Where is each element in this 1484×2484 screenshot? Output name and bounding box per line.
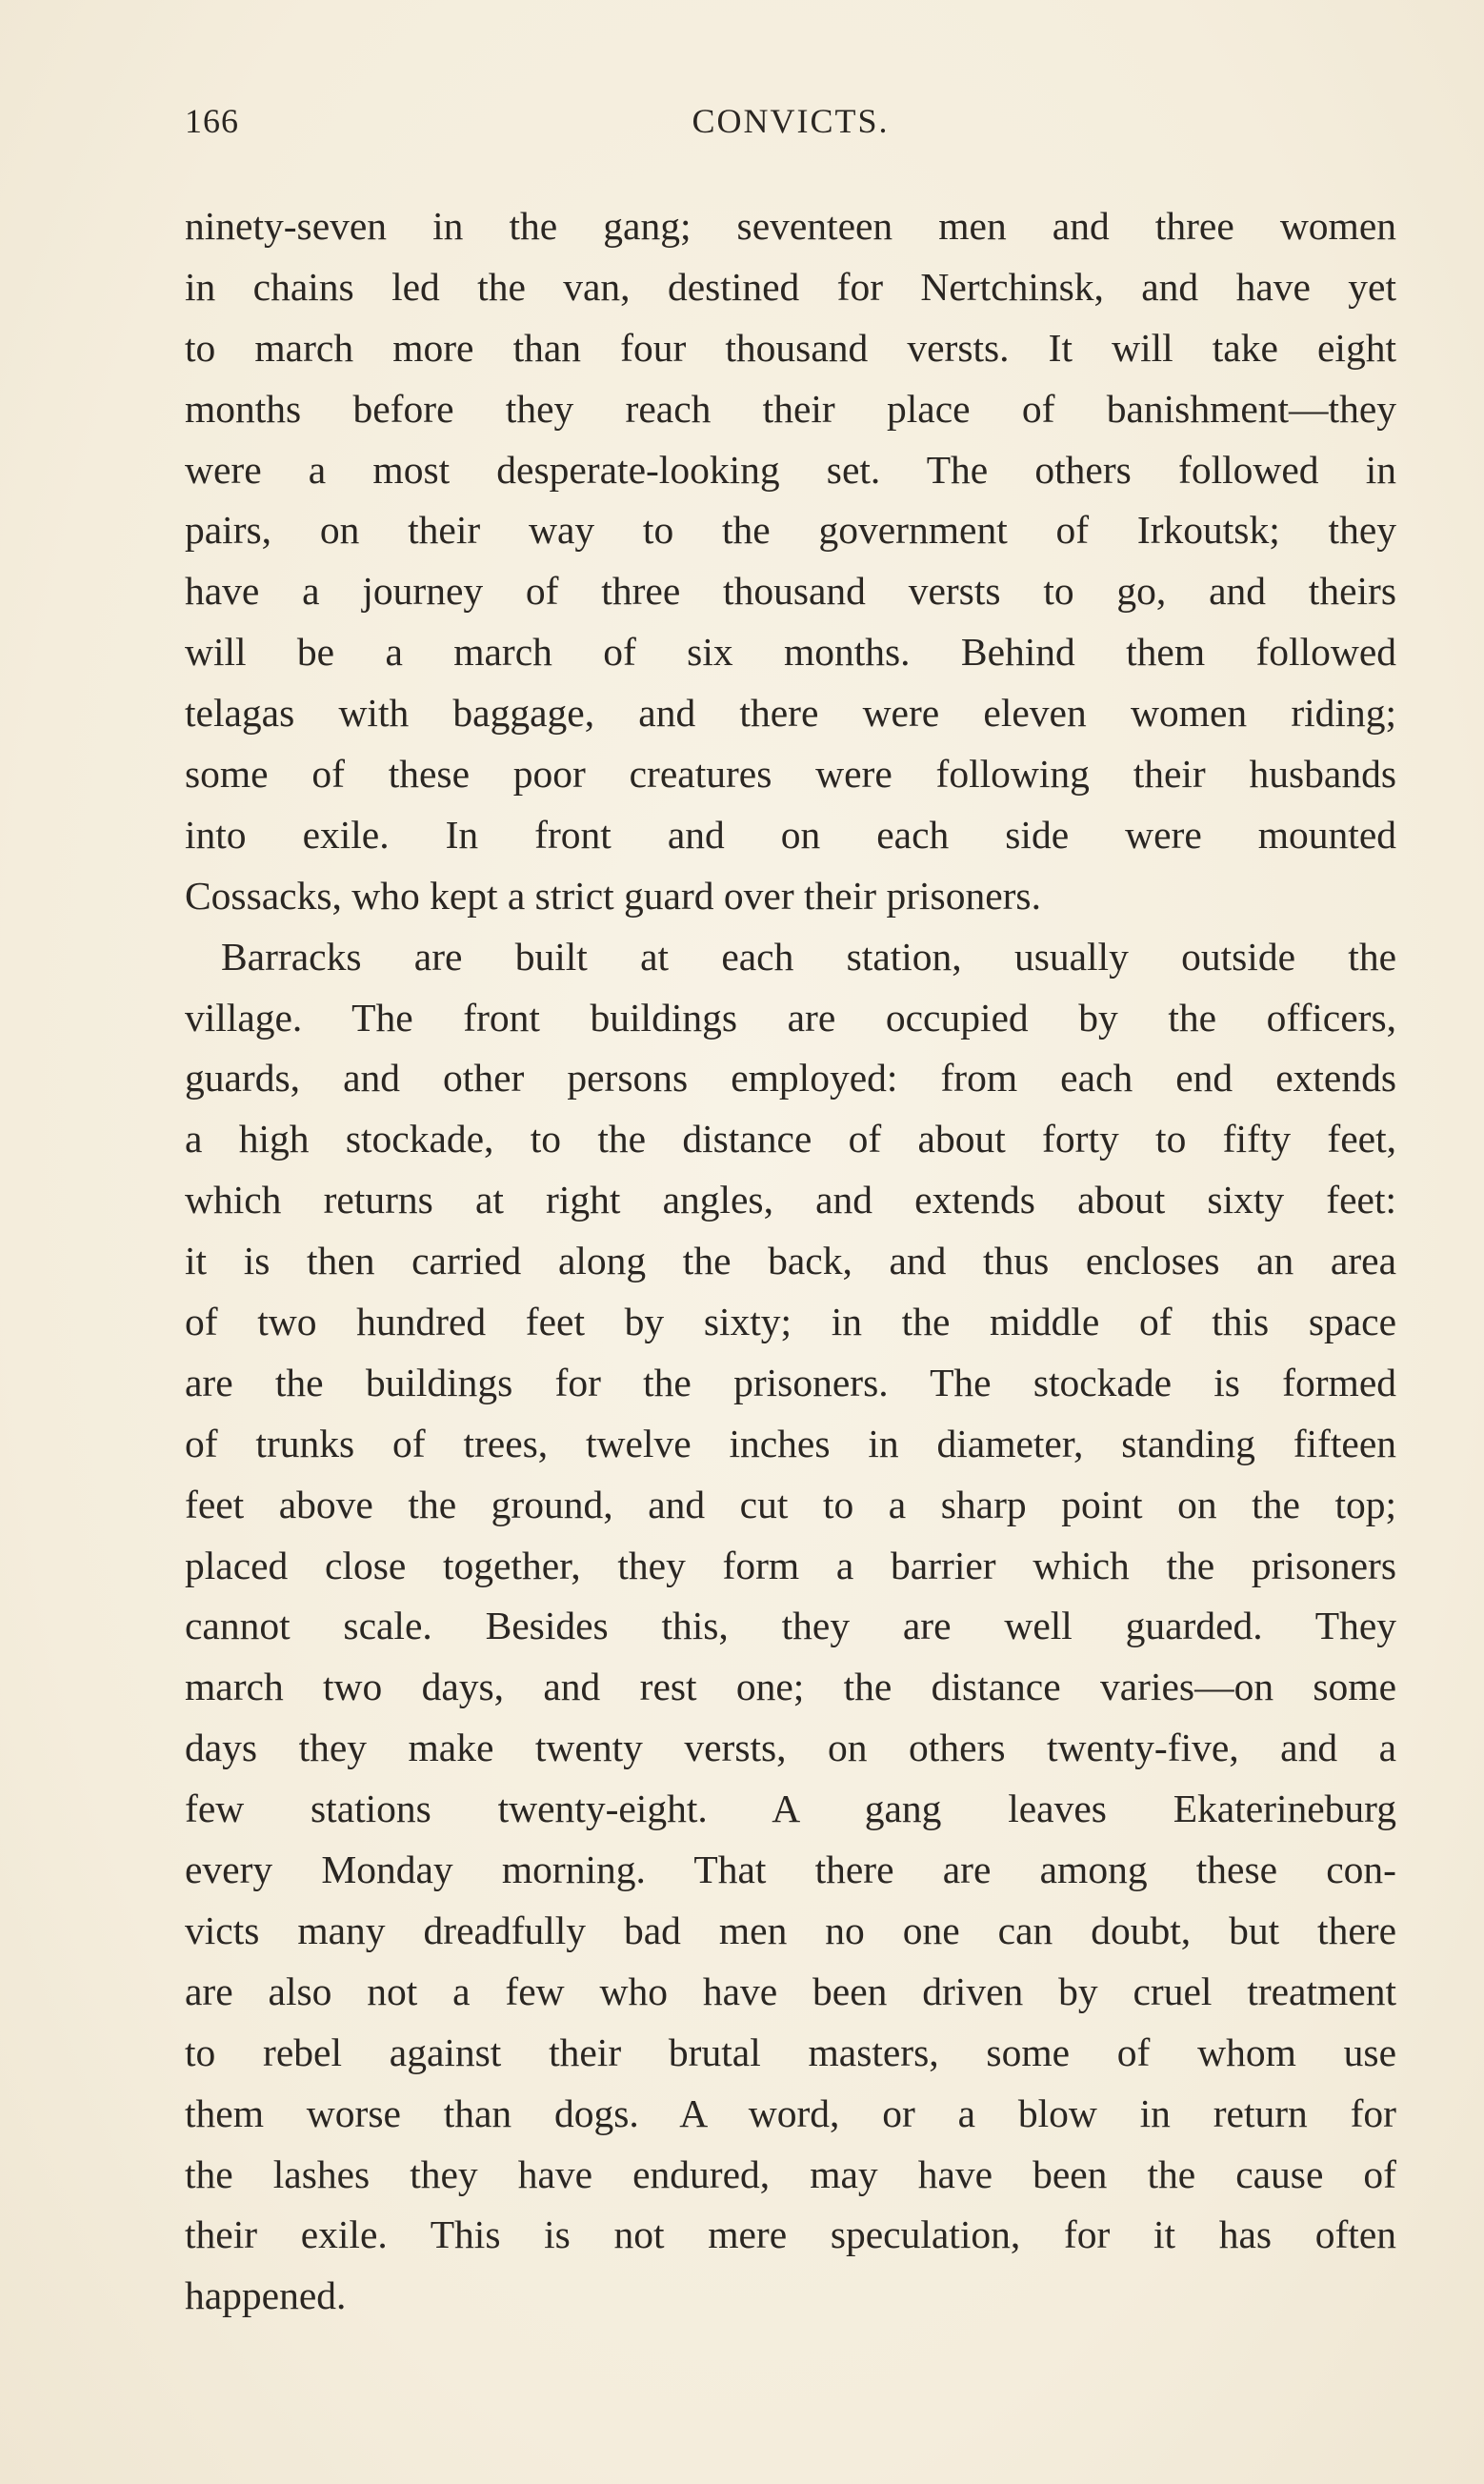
- text-line: it is then carried along the back, and thus encloses an area: [185, 1239, 1396, 1283]
- running-head: [185, 97, 1396, 145]
- text-line: telagas with baggage, and there were eleven women riding;: [185, 691, 1396, 736]
- text-line: which returns at right angles, and extends about sixty feet:: [185, 1178, 1396, 1222]
- text-line: in chains led the van, destined for Nertchinsk, and have yet: [185, 264, 1396, 309]
- text-line: them worse than dogs. A word, or a blow in return for: [185, 2090, 1396, 2135]
- text-line: cannot scale. Besides this, they are well guarded. They: [185, 1604, 1396, 1648]
- text-line: were a most desperate-looking set. The others followed in: [185, 447, 1396, 492]
- text-line: the lashes they have endured, may have been the cause of: [185, 2151, 1396, 2196]
- body-text: [185, 196, 1396, 2327]
- text-line: their exile. This is not mere speculation, for it has often: [185, 2212, 1396, 2257]
- page-number: 166: [185, 102, 239, 140]
- text-line: have a journey of three thousand versts to go, and theirs: [185, 569, 1396, 614]
- text-line: victs many dreadfully bad men no one can doubt, but there: [185, 1908, 1396, 1952]
- text-line: to rebel against their brutal masters, some of whom use: [185, 2030, 1396, 2074]
- text-line: village. The front buildings are occupied by the officers,: [185, 995, 1396, 1040]
- text-line: of two hundred feet by sixty; in the middle of this space: [185, 1300, 1396, 1344]
- text-line: ninety-seven in the gang; seventeen men and three women: [185, 204, 1396, 248]
- text-line: few stations twenty-eight. A gang leaves Ekaterineburg: [185, 1787, 1396, 1831]
- text-line: a high stockade, to the distance of about forty to fifty feet,: [185, 1117, 1396, 1161]
- text-line: guards, and other persons employed: from each end extends: [185, 1056, 1396, 1101]
- text-line: of trunks of trees, twelve inches in diameter, standing fifteen: [185, 1421, 1396, 1465]
- text-line: to march more than four thousand versts. It will take eight: [185, 325, 1396, 370]
- text-line: into exile. In front and on each side were mounted: [185, 812, 1396, 857]
- text-line: are also not a few who have been driven by cruel treatment: [185, 1969, 1396, 2013]
- text-line: some of these poor creatures were following their husbands: [185, 752, 1396, 797]
- text-line: feet above the ground, and cut to a sharp point on the top;: [185, 1482, 1396, 1526]
- text-line: Barracks are built at each station, usually outside the: [221, 934, 1396, 979]
- text-line: pairs, on their way to the government of Irkoutsk; they: [185, 508, 1396, 553]
- text-line: march two days, and rest one; the distance varies—on some: [185, 1665, 1396, 1709]
- text-line: placed close together, they form a barrier which the prisoners: [185, 1543, 1396, 1587]
- text-line: happened.: [185, 2273, 347, 2318]
- text-line: will be a march of six months. Behind them followed: [185, 630, 1396, 675]
- text-line: days they make twenty versts, on others twenty-five, and a: [185, 1726, 1396, 1770]
- text-line: are the buildings for the prisoners. The stockade is formed: [185, 1360, 1396, 1404]
- text-line: every Monday morning. That there are among these con-: [185, 1848, 1396, 1892]
- running-title: CONVICTS.: [692, 102, 890, 140]
- text-line: months before they reach their place of banishment—they: [185, 386, 1396, 431]
- text-line: Cossacks, who kept a strict guard over their prisoners.: [185, 873, 1041, 918]
